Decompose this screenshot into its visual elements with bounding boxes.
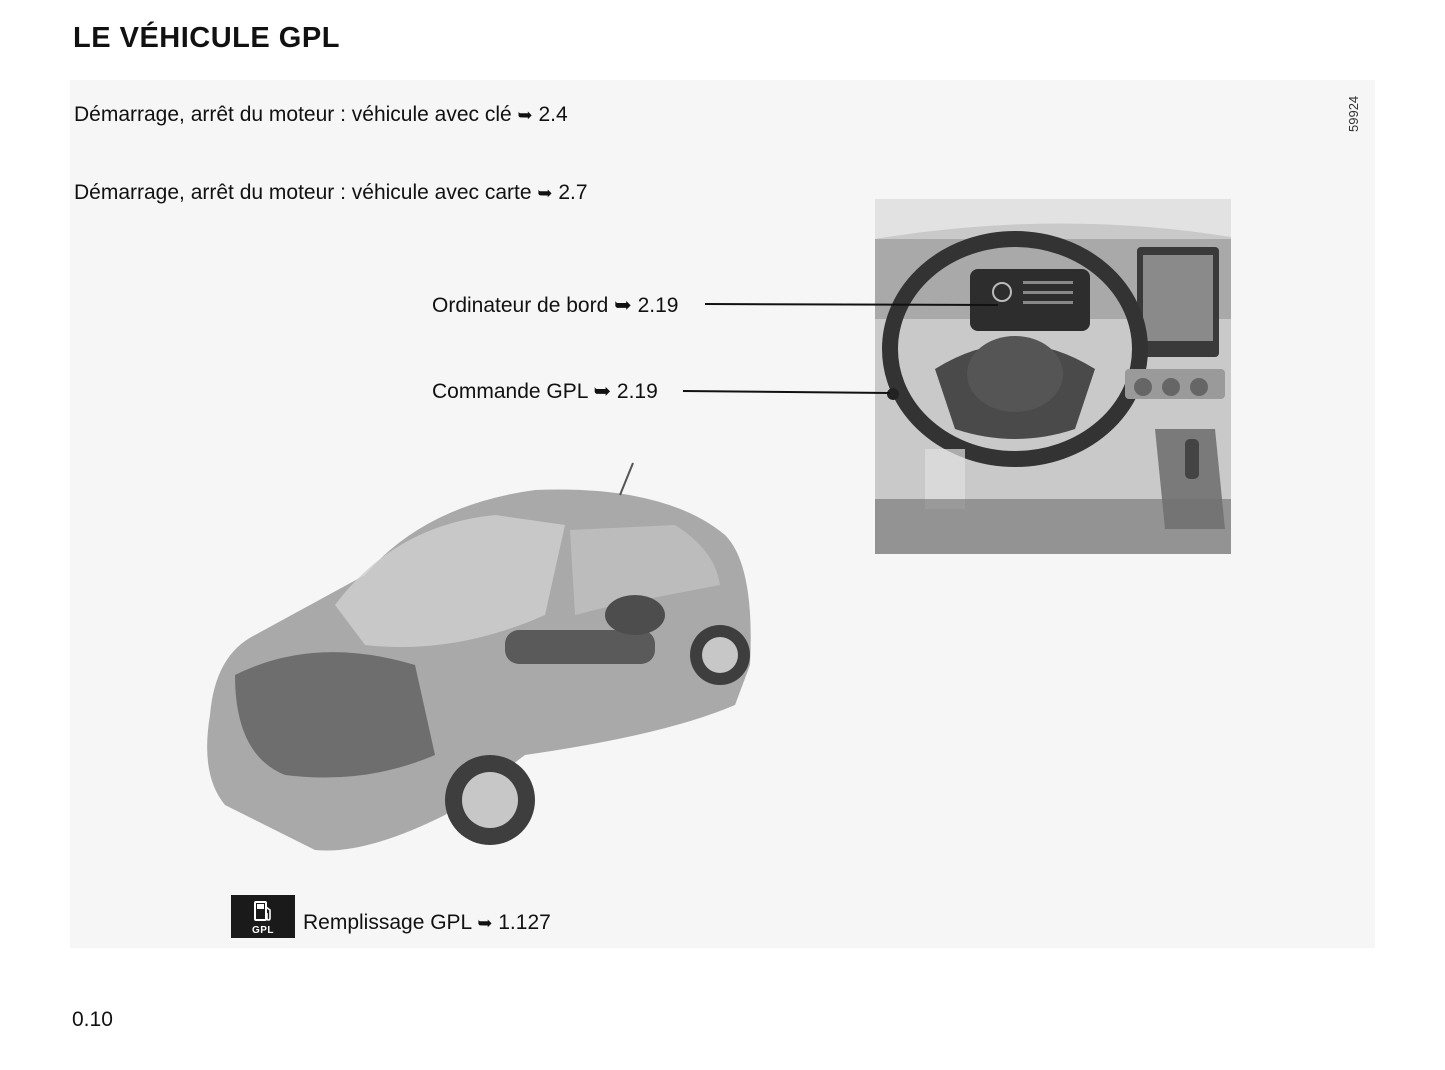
callout-gpl-control[interactable] <box>432 379 658 404</box>
reference-start-key[interactable] <box>74 103 568 127</box>
arrow-icon: ➥ <box>614 294 632 317</box>
reference-page: 2.7 <box>558 181 588 204</box>
arrow-icon: ➥ <box>593 380 612 403</box>
dashboard-illustration <box>875 199 1231 554</box>
reference-text: Démarrage, arrêt du moteur : véhicule avec clé <box>74 103 512 126</box>
reference-gpl-filling[interactable] <box>303 911 551 935</box>
car-cutaway-illustration <box>195 455 765 875</box>
gpl-icon-label: GPL <box>251 925 275 936</box>
callout-trip-computer[interactable] <box>432 293 678 318</box>
reference-page: 1.127 <box>498 911 551 934</box>
page-number: 0.10 <box>72 1008 113 1031</box>
arrow-icon: ➥ <box>477 913 493 933</box>
page-title: LE VÉHICULE GPL <box>73 22 340 54</box>
callout-page: 2.19 <box>637 294 679 317</box>
arrow-icon: ➥ <box>537 183 553 203</box>
reference-start-card[interactable] <box>74 181 588 205</box>
figure-id: 59924 <box>1346 95 1361 132</box>
reference-text: Démarrage, arrêt du moteur : véhicule avec carte <box>74 181 532 204</box>
reference-text: Remplissage GPL <box>303 911 472 934</box>
callout-page: 2.19 <box>616 380 658 403</box>
callout-text: Commande GPL <box>432 380 588 403</box>
reference-page: 2.4 <box>538 103 568 126</box>
arrow-icon: ➥ <box>517 105 533 125</box>
callout-text: Ordinateur de bord <box>432 294 609 317</box>
gpl-pump-icon <box>231 895 295 938</box>
